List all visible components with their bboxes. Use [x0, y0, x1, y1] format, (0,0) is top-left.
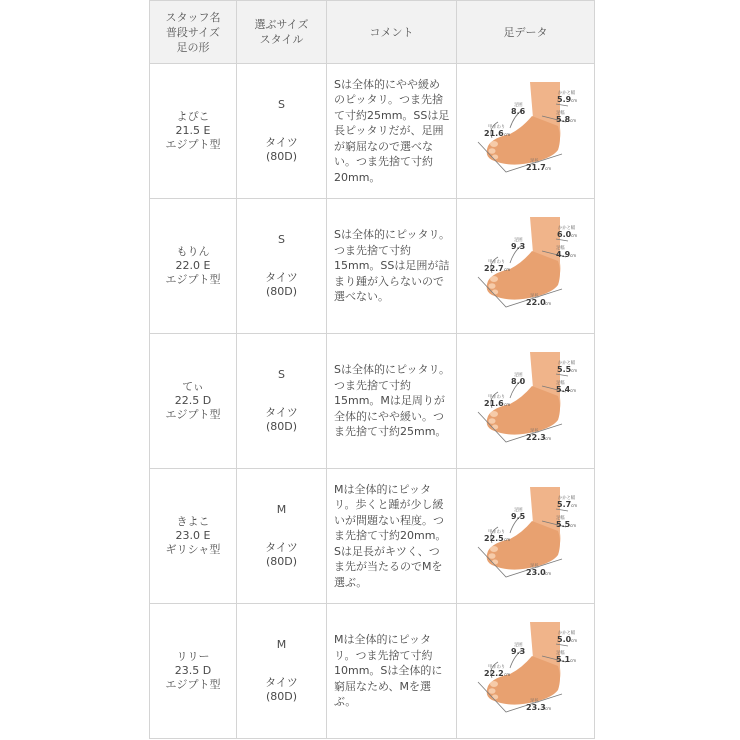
heel-value: 6.0 [556, 230, 571, 239]
length-unit: cm [544, 436, 551, 441]
denier: (80D) [265, 150, 298, 163]
length-value: 22.0 [525, 298, 546, 307]
comment-text: Sは全体的にピッタリ。つま先捨て寸約15mm。SSは足囲が詰まり踵が入らないので選べない。 [334, 228, 450, 304]
toe-icon [488, 688, 495, 694]
girth-label: 甲まわり [487, 395, 505, 400]
staff-cell [150, 199, 237, 334]
instep-label: 足囲 [513, 103, 523, 108]
table-header-row [150, 1, 595, 64]
chosen-size: M [276, 638, 287, 651]
header-usual-size: 普段サイズ [165, 25, 221, 39]
width-unit: cm [569, 523, 576, 528]
heel-value: 5.7 [556, 500, 571, 509]
header-foot-data: 足データ [457, 1, 595, 64]
header-chosen-size: 選ぶサイズ [254, 18, 309, 31]
size-cell [237, 604, 327, 739]
foot-diagram [470, 76, 582, 186]
girth-label: 甲まわり [487, 530, 505, 535]
width-unit: cm [569, 118, 576, 123]
width-unit: cm [569, 658, 576, 663]
size-cell [237, 334, 327, 469]
toe-icon [488, 148, 495, 154]
heel-unit: cm [570, 98, 577, 103]
girth-label: 甲まわり [487, 665, 505, 670]
foot-diagram [470, 481, 582, 591]
chosen-size: S [278, 368, 285, 381]
toe-icon [490, 276, 498, 282]
length-label: 足長 [529, 564, 539, 569]
style-name: タイツ [265, 136, 298, 149]
header-foot-shape: 足の形 [176, 40, 210, 54]
comment-cell [327, 604, 457, 739]
toe-icon [490, 681, 498, 687]
usual-size: 22.0 E [175, 259, 211, 272]
instep-value: 8.0 [510, 377, 525, 386]
width-label: 足幅 [555, 516, 565, 521]
width-value: 5.8 [555, 115, 570, 124]
staff-name: もりん [176, 245, 210, 258]
header-staff-name: スタッフ名 [165, 10, 221, 24]
instep-label: 足囲 [513, 643, 523, 648]
girth-value: 21.6 [483, 129, 504, 138]
denier: (80D) [265, 285, 298, 298]
foot-data-cell [457, 334, 595, 469]
width-value: 4.9 [555, 250, 570, 259]
staff-name: よぴこ [176, 110, 210, 123]
girth-value: 22.5 [483, 534, 504, 543]
style-name: タイツ [265, 406, 298, 419]
table-row [150, 334, 595, 469]
table-row [150, 469, 595, 604]
girth-value: 22.2 [483, 669, 504, 678]
length-label: 足長 [529, 294, 539, 299]
style-name: タイツ [265, 271, 298, 284]
width-label: 足幅 [555, 651, 565, 656]
header-size-style [237, 1, 327, 64]
length-value: 23.3 [525, 703, 546, 712]
heel-unit: cm [570, 503, 577, 508]
instep-value: 9.3 [510, 647, 525, 656]
width-unit: cm [569, 253, 576, 258]
size-cell [237, 469, 327, 604]
denier: (80D) [265, 690, 298, 703]
heel-label: かかと幅 [557, 91, 575, 96]
comment-text: Mは全体的にピッタリ。つま先捨て寸約10mm。Sは全体的に窮屈なため、Mを選ぶ。 [334, 633, 443, 709]
heel-value: 5.0 [556, 635, 571, 644]
width-label: 足幅 [555, 246, 565, 251]
heel-label: かかと幅 [557, 631, 575, 636]
foot-shape: エジプト型 [165, 408, 221, 421]
toe-icon [491, 290, 497, 295]
staff-name: リリー [176, 650, 210, 663]
length-unit: cm [544, 166, 551, 171]
width-value: 5.1 [555, 655, 570, 664]
girth-unit: cm [503, 267, 510, 272]
foot-diagram [470, 346, 582, 456]
instep-label: 足囲 [513, 373, 523, 378]
width-value: 5.4 [555, 385, 570, 394]
staff-cell [150, 64, 237, 199]
girth-value: 22.7 [483, 264, 504, 273]
instep-value: 8.6 [510, 107, 525, 116]
heel-unit: cm [570, 233, 577, 238]
header-staff [150, 1, 237, 64]
toe-icon [491, 155, 497, 160]
usual-size: 22.5 D [174, 394, 212, 407]
foot-data-cell [457, 604, 595, 739]
width-label: 足幅 [555, 381, 565, 386]
girth-label: 甲まわり [487, 125, 505, 130]
table-row [150, 199, 595, 334]
header-comment: コメント [327, 1, 457, 64]
denier: (80D) [265, 555, 298, 568]
usual-size: 23.0 E [175, 529, 211, 542]
width-value: 5.5 [555, 520, 570, 529]
usual-size: 23.5 D [174, 664, 212, 677]
staff-name: てぃ [182, 380, 204, 393]
chosen-size: S [278, 98, 285, 111]
comment-cell [327, 334, 457, 469]
table-row [150, 64, 595, 199]
size-cell [237, 199, 327, 334]
header-style: スタイル [259, 33, 304, 46]
chosen-size: M [276, 503, 287, 516]
comment-text: Mは全体的にピッタリ。歩くと踵が少し緩いが問題ない程度。つま先捨て寸約20mm。Sは足長がキツく、つま先が当たるのでMを選ぶ。 [334, 482, 447, 589]
foot-shape: エジプト型 [165, 678, 221, 691]
toe-icon [488, 283, 495, 289]
toe-icon [490, 546, 498, 552]
comment-cell [327, 64, 457, 199]
heel-label: かかと幅 [557, 226, 575, 231]
width-label: 足幅 [555, 111, 565, 116]
heel-unit: cm [570, 638, 577, 643]
staff-cell [150, 469, 237, 604]
comment-cell [327, 469, 457, 604]
heel-unit: cm [570, 368, 577, 373]
length-value: 21.7 [525, 163, 546, 172]
table-row [150, 604, 595, 739]
instep-label: 足囲 [513, 508, 523, 513]
length-unit: cm [544, 706, 551, 711]
length-label: 足長 [529, 159, 539, 164]
length-label: 足長 [529, 699, 539, 704]
length-unit: cm [544, 571, 551, 576]
heel-value: 5.5 [556, 365, 571, 374]
instep-value: 9.5 [510, 512, 525, 521]
girth-label: 甲まわり [487, 260, 505, 265]
toe-icon [490, 411, 498, 417]
foot-data-cell [457, 199, 595, 334]
heel-label: かかと幅 [557, 361, 575, 366]
comment-text: Sは全体的にピッタリ。つま先捨て寸約15mm。Mは足周りが全体的にやや緩い。つま先捨て寸約25mm。 [334, 363, 450, 439]
length-value: 23.0 [525, 568, 546, 577]
heel-value: 5.9 [556, 95, 571, 104]
width-unit: cm [569, 388, 576, 393]
comment-cell [327, 199, 457, 334]
girth-value: 21.6 [483, 399, 504, 408]
denier: (80D) [265, 420, 298, 433]
style-name: タイツ [265, 676, 298, 689]
foot-data-cell [457, 64, 595, 199]
toe-icon [488, 418, 495, 424]
heel-label: かかと幅 [557, 496, 575, 501]
foot-data-cell [457, 469, 595, 604]
length-unit: cm [544, 301, 551, 306]
foot-shape: ギリシャ型 [165, 543, 221, 556]
toe-icon [488, 553, 495, 559]
toe-icon [491, 695, 497, 700]
toe-icon [490, 141, 498, 147]
girth-unit: cm [503, 402, 510, 407]
instep-label: 足囲 [513, 238, 523, 243]
foot-diagram [470, 616, 582, 726]
toe-icon [491, 560, 497, 565]
usual-size: 21.5 E [175, 124, 211, 137]
instep-value: 9.3 [510, 242, 525, 251]
foot-shape: エジプト型 [165, 273, 221, 286]
girth-unit: cm [503, 672, 510, 677]
length-value: 22.3 [525, 433, 546, 442]
length-label: 足長 [529, 429, 539, 434]
girth-unit: cm [503, 537, 510, 542]
staff-size-table [149, 0, 595, 739]
style-name: タイツ [265, 541, 298, 554]
staff-cell [150, 604, 237, 739]
staff-cell [150, 334, 237, 469]
size-cell [237, 64, 327, 199]
foot-diagram [470, 211, 582, 321]
chosen-size: S [278, 233, 285, 246]
girth-unit: cm [503, 132, 510, 137]
comment-text: Sは全体的にやや緩めのピッタリ。つま先捨て寸約25mm。SSは足長ピッタリだが、足囲が窮屈なので選べない。つま先捨て寸約20mm。 [334, 77, 450, 184]
foot-shape: エジプト型 [165, 138, 221, 151]
staff-name: きよこ [176, 515, 210, 528]
toe-icon [491, 425, 497, 430]
